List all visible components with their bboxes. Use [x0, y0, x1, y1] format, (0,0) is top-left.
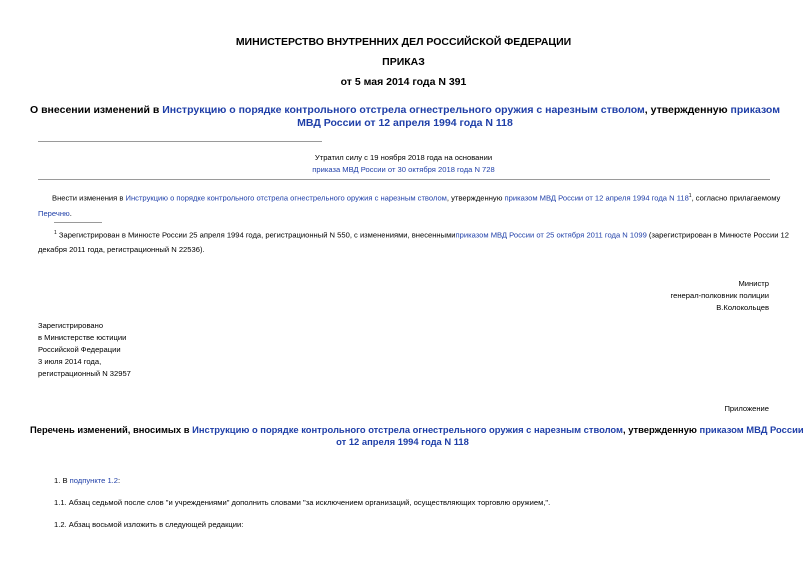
item-1 [54, 475, 120, 487]
footnote-text3: декабря 2011 года, регистрационный N 22536). [38, 244, 205, 254]
ministry-heading: МИНИСТЕРСТВО ВНУТРЕННИХ ДЕЛ РОССИЙСКОЙ ФЕДЕРАЦИИ [235, 36, 572, 48]
item-1-1: 1.1. Абзац седьмой после слов "и учреждениями" дополнить словами "за исключением организаций, осуществляющих торговлю оружием,". [54, 498, 551, 507]
item-1-suffix: : [118, 476, 121, 485]
title-middle: , утвержденную [644, 104, 731, 116]
instruction-link[interactable]: Инструкцию о порядке контрольного отстрела огнестрельного оружия с нарезным стволом [162, 104, 645, 116]
registration-line2: в Министерстве юстиции [38, 333, 127, 342]
para-instruction-link[interactable]: Инструкцию о порядке контрольного отстрела огнестрельного оружия с нарезным стволом [125, 193, 447, 203]
para-order-link[interactable]: приказом МВД России от 12 апреля 1994 года N 118 [504, 193, 689, 203]
registration-line1: Зарегистрировано [38, 321, 104, 330]
para-end: . [69, 208, 72, 218]
appendix-title-middle: , утвержденную [622, 424, 700, 435]
separator-line [38, 141, 322, 142]
registration-line5: регистрационный N 32957 [38, 369, 131, 378]
order-118-link[interactable]: приказом МВД России от 12 апреля 1994 года N 118 [297, 104, 780, 129]
para-prefix: Внести изменения в [52, 193, 126, 203]
para-suffix: , согласно прилагаемому [691, 193, 781, 203]
perechen-link[interactable]: Перечню [38, 208, 70, 218]
footnote-mark: 1 [688, 193, 692, 199]
appendix-title [30, 424, 804, 448]
doc-date-number: от 5 мая 2014 года N 391 [340, 76, 467, 88]
repeal-notice [0, 152, 807, 176]
repeal-order-link[interactable]: приказа МВД России от 30 октября 2018 года N 728 [312, 165, 495, 174]
signature-position: Министр [738, 279, 769, 288]
footnote-separator [54, 222, 102, 223]
appendix-order-link[interactable]: приказом МВД России [699, 424, 804, 435]
appendix-title-prefix: Перечень изменений, вносимых в [30, 424, 193, 435]
para-middle: , утвержденную [446, 193, 505, 203]
signature-rank: генерал-полковник полиции [670, 291, 769, 300]
footnote-text1: Зарегистрирован в Минюсте России 25 апреля 1994 года, регистрационный N 550, с изменениями, внесенными [56, 230, 456, 240]
signature-block [671, 278, 769, 314]
appendix-order-date-link[interactable]: от 12 апреля 1994 года N 118 [336, 436, 469, 447]
subclause-1-2-link[interactable]: подпункте 1.2 [69, 476, 119, 485]
footnote [38, 227, 789, 256]
registration-line4: 3 июля 2014 года, [38, 357, 102, 366]
repeal-notice-text: Утратил силу с 19 ноября 2018 года на основании [314, 153, 493, 162]
item-1-prefix: 1. В [54, 476, 70, 485]
footnote-text2: (зарегистрирован в Минюсте России 12 [646, 230, 789, 240]
footnote-mark-bottom: 1 [54, 230, 57, 236]
appendix-instruction-link[interactable]: Инструкцию о порядке контрольного отстрела огнестрельного оружия с нарезным стволом [192, 424, 623, 435]
appendix-label: Приложение [724, 404, 769, 413]
signature-name: В.Колокольцев [716, 303, 769, 312]
notice-separator-line [38, 179, 770, 180]
registration-block [38, 320, 131, 380]
main-paragraph [38, 190, 781, 220]
item-1-2: 1.2. Абзац восьмой изложить в следующей редакции: [54, 520, 244, 529]
title-prefix: О внесении изменений в [30, 104, 163, 116]
document-title [30, 104, 780, 130]
registration-line3: Российской Федерации [38, 345, 121, 354]
footnote-order-link[interactable]: приказом МВД России от 25 октября 2011 года N 1099 [455, 230, 647, 240]
doc-type-heading: ПРИКАЗ [382, 56, 425, 68]
